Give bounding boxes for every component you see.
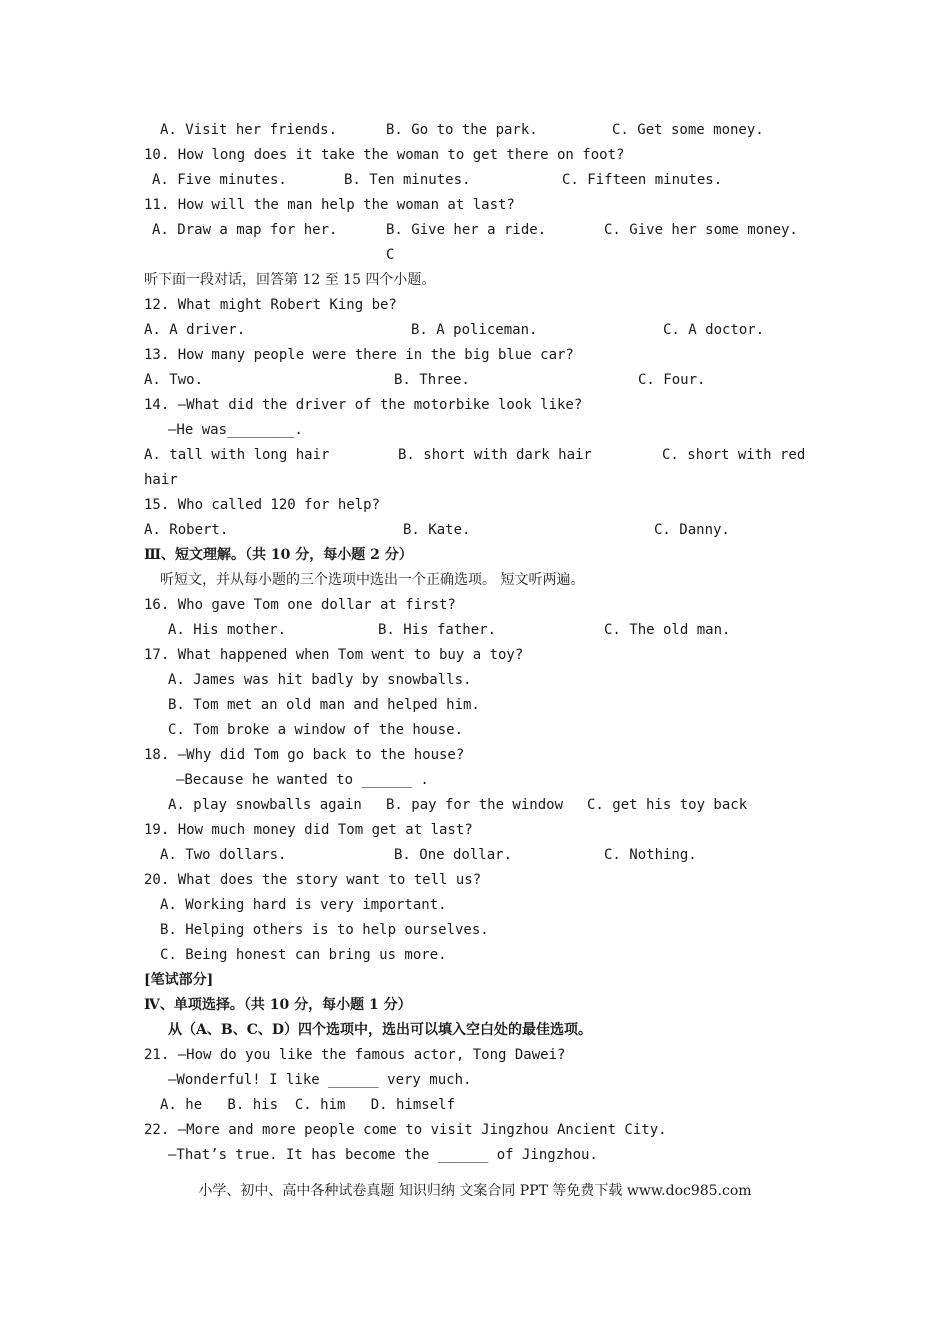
section-line: Ⅳ、单项选择。（共 10 分，每小题 1 分） — [144, 997, 412, 1013]
text-line: —Wonderful! I like ______ very much. — [168, 1072, 472, 1088]
options-row — [144, 368, 824, 393]
text-line: 15. Who called 120 for help? — [144, 497, 381, 513]
text-line: C — [386, 247, 395, 263]
text-line: A. Working hard is very important. — [160, 897, 447, 913]
option-b: B. Three. — [394, 372, 470, 388]
option-a: A. Five minutes. — [152, 172, 287, 188]
text-line: 13. How many people were there in the big blue car? — [144, 347, 574, 363]
text-line: 12. What might Robert King be? — [144, 297, 397, 313]
text-line: 14. —What did the driver of the motorbike look like? — [144, 397, 583, 413]
section-line: 从（A、B、C、D）四个选项中，选出可以填入空白处的最佳选项。 — [168, 1022, 592, 1038]
text-line: A. he B. his C. him D. himself — [160, 1097, 456, 1113]
text-line: hair — [144, 472, 178, 488]
options-row — [144, 793, 824, 818]
option-c: C. Get some money. — [612, 122, 764, 138]
options-row — [144, 318, 824, 343]
option-c: C. A doctor. — [663, 322, 765, 338]
section-line: 听短文，并从每小题的三个选项中选出一个正确选项。 短文听两遍。 — [160, 572, 585, 588]
text-line: C. Being honest can bring us more. — [160, 947, 447, 963]
option-a: A. Robert. — [144, 522, 229, 538]
options-row — [144, 618, 824, 643]
option-a: A. Two. — [144, 372, 204, 388]
option-a: A. play snowballs again — [168, 797, 362, 813]
text-line: C. Tom broke a window of the house. — [168, 722, 464, 738]
text-line: —That’s true. It has become the ______ of Jingzhou. — [168, 1147, 598, 1163]
option-c: C. short with red — [662, 447, 806, 463]
option-b: B. Ten minutes. — [344, 172, 471, 188]
text-line: 16. Who gave Tom one dollar at first? — [144, 597, 456, 613]
option-a: A. Visit her friends. — [160, 122, 338, 138]
options-row — [144, 118, 824, 143]
text-line: 10. How long does it take the woman to get there on foot? — [144, 147, 625, 163]
option-c: C. Give her some money. — [604, 222, 798, 238]
options-row — [144, 218, 824, 243]
option-b: B. His father. — [378, 622, 497, 638]
option-c: C. Danny. — [654, 522, 730, 538]
option-a: A. tall with long hair — [144, 447, 330, 463]
option-a: A. Two dollars. — [160, 847, 287, 863]
options-row — [144, 518, 824, 543]
option-a: A. His mother. — [168, 622, 287, 638]
option-c: C. Nothing. — [604, 847, 697, 863]
exam-page — [144, 118, 824, 1168]
page-footer: 小学、初中、高中各种试卷真题 知识归纳 文案合同 PPT 等免费下载 www.doc985.com — [198, 1183, 752, 1199]
text-line: B. Tom met an old man and helped him. — [168, 697, 480, 713]
text-line: 11. How will the man help the woman at last? — [144, 197, 515, 213]
text-line: 22. —More and more people come to visit Jingzhou Ancient City. — [144, 1122, 667, 1138]
options-row — [144, 168, 824, 193]
options-row — [144, 843, 824, 868]
option-b: B. Go to the park. — [386, 122, 538, 138]
option-b: B. short with dark hair — [398, 447, 592, 463]
option-c: C. Fifteen minutes. — [562, 172, 723, 188]
text-line: A. James was hit badly by snowballs. — [168, 672, 472, 688]
text-line: 19. How much money did Tom get at last? — [144, 822, 473, 838]
text-line: —Because he wanted to ______ . — [176, 772, 429, 788]
option-a: A. Draw a map for her. — [152, 222, 338, 238]
text-line: 17. What happened when Tom went to buy a toy? — [144, 647, 524, 663]
option-c: C. Four. — [638, 372, 706, 388]
option-a: A. A driver. — [144, 322, 246, 338]
option-c: C. The old man. — [604, 622, 731, 638]
option-b: B. One dollar. — [394, 847, 513, 863]
option-b: B. pay for the window — [386, 797, 564, 813]
text-line: 18. —Why did Tom go back to the house? — [144, 747, 465, 763]
option-b: B. A policeman. — [411, 322, 538, 338]
option-c: C. get his toy back — [587, 797, 748, 813]
section-line: [笔试部分] — [144, 972, 214, 988]
text-line: B. Helping others is to help ourselves. — [160, 922, 489, 938]
option-b: B. Kate. — [403, 522, 471, 538]
text-line: 21. —How do you like the famous actor, Tong Dawei? — [144, 1047, 566, 1063]
text-line: 20. What does the story want to tell us? — [144, 872, 482, 888]
option-b: B. Give her a ride. — [386, 222, 547, 238]
options-row — [144, 443, 824, 468]
section-line: 听下面一段对话，回答第 12 至 15 四个小题。 — [144, 272, 436, 288]
text-line: —He was________. — [168, 422, 303, 438]
section-line: Ⅲ、短文理解。（共 10 分，每小题 2 分） — [144, 547, 413, 563]
